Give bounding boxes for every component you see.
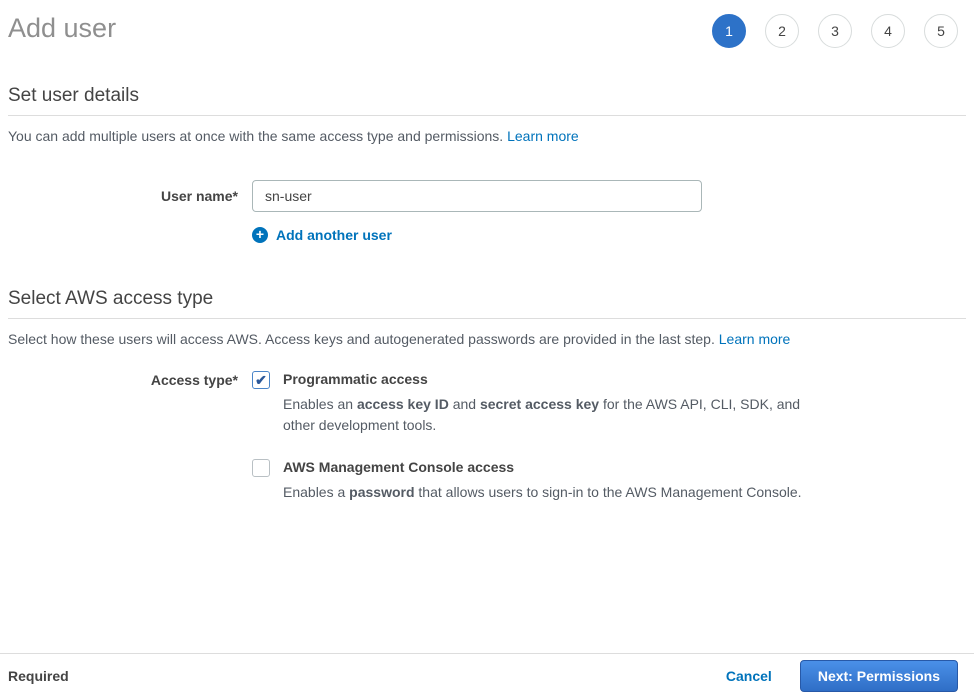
page-title: Add user <box>8 13 117 43</box>
next-permissions-button[interactable]: Next: Permissions <box>800 660 958 692</box>
desc-bold: access key ID <box>356 396 449 412</box>
username-row <box>8 180 974 212</box>
step-2: 2 <box>765 14 799 48</box>
desc-text: that allows users to sign-in to the AWS Management Console. <box>414 484 802 500</box>
desc-text: Enables an <box>283 396 357 412</box>
cancel-button[interactable]: Cancel <box>725 667 772 684</box>
console-access-checkbox[interactable] <box>252 459 270 477</box>
section-heading-access-type: Select AWS access type <box>8 288 214 309</box>
step-4: 4 <box>871 14 905 48</box>
add-another-user-button[interactable] <box>252 227 392 243</box>
learn-more-link-access-type[interactable]: Learn more <box>718 331 791 347</box>
divider <box>8 115 966 116</box>
console-access-title: AWS Management Console access <box>283 459 515 475</box>
required-note: Required <box>8 667 69 684</box>
step-1: 1 <box>712 14 746 48</box>
access-type-intro <box>8 330 966 348</box>
programmatic-access-desc <box>283 394 808 436</box>
step-5: 5 <box>924 14 958 48</box>
divider <box>8 318 966 319</box>
checkmark-icon: ✔ <box>255 372 267 388</box>
plus-circle-icon: + <box>252 227 268 243</box>
desc-text: for the AWS API, CLI, SDK, and other development tools. <box>283 396 801 433</box>
access-type-label: Access type* <box>150 372 238 388</box>
add-another-user-label: Add another user <box>276 227 392 243</box>
programmatic-access-title: Programmatic access <box>283 371 428 387</box>
desc-text: and <box>448 396 480 412</box>
option-console-access <box>252 458 808 503</box>
user-details-intro-text: You can add multiple users at once with the same access type and permissions. <box>8 128 504 144</box>
wizard-step-indicator <box>712 14 958 48</box>
username-input[interactable] <box>252 180 702 212</box>
console-access-desc <box>283 482 802 503</box>
user-details-intro <box>8 127 966 145</box>
access-type-row <box>8 370 974 503</box>
access-type-intro-text: Select how these users will access AWS. Access keys and autogenerated passwords are provided in the last step. <box>8 331 715 347</box>
username-label: User name* <box>160 188 238 204</box>
section-heading-user-details: Set user details <box>8 85 139 106</box>
option-programmatic-access <box>252 370 808 436</box>
programmatic-access-checkbox[interactable] <box>252 371 270 389</box>
desc-bold: password <box>349 484 415 500</box>
desc-text: Enables a <box>283 484 350 500</box>
wizard-footer <box>0 653 974 697</box>
step-3: 3 <box>818 14 852 48</box>
learn-more-link-user-details[interactable]: Learn more <box>507 128 579 144</box>
desc-bold: secret access key <box>479 396 600 412</box>
page-header <box>0 0 974 48</box>
